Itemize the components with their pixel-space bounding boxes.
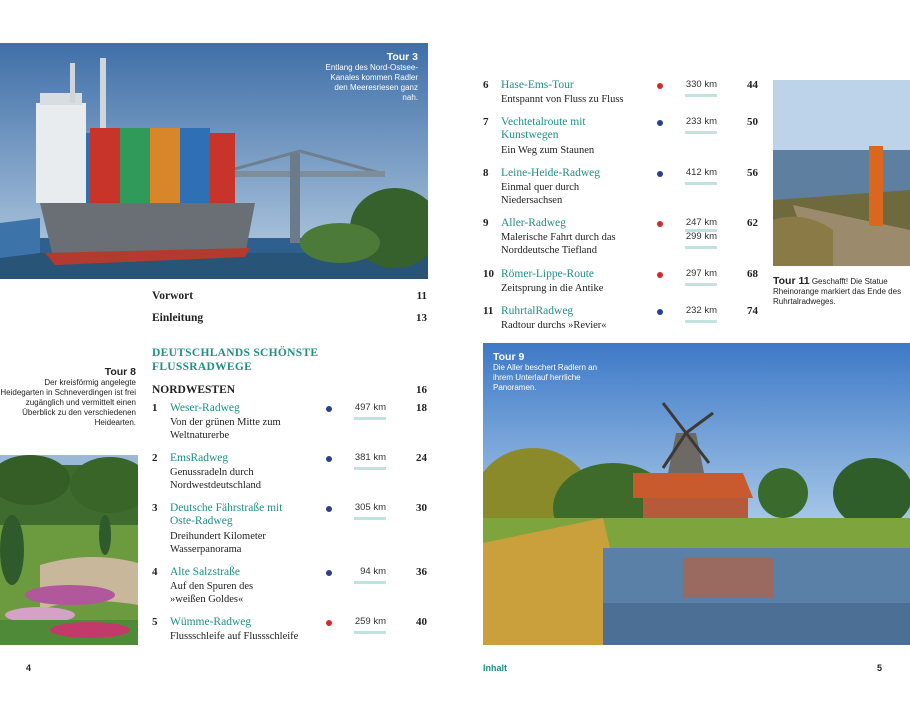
- route-distance: 247 km: [685, 217, 717, 228]
- route-distance: 412 km: [685, 167, 717, 178]
- route-subtitle: Dreihundert Kilometer Wasserpanorama: [170, 531, 266, 555]
- route-distance-bar: [685, 246, 717, 249]
- route-title[interactable]: Deutsche Fährstraße mit Oste-Radweg: [170, 502, 283, 527]
- route-number: 6: [483, 79, 489, 91]
- route-distance: 259 km: [354, 616, 386, 627]
- toc-route-6[interactable]: [483, 79, 759, 109]
- region-label: NORDWESTEN: [152, 384, 236, 396]
- route-subtitle: Radtour durchs »Revier«: [501, 320, 607, 331]
- route-subtitle: Zeitsprung in die Antike: [501, 283, 604, 294]
- route-difficulty-dot: [657, 221, 663, 227]
- route-number: 10: [483, 268, 494, 280]
- route-distance: 497 km: [354, 402, 386, 413]
- route-distance-bar: [354, 467, 386, 470]
- route-title[interactable]: Wümme-Radweg: [170, 616, 252, 628]
- region-page: 16: [416, 384, 427, 396]
- route-difficulty-dot: [657, 309, 663, 315]
- route-title[interactable]: EmsRadweg: [170, 452, 229, 464]
- route-difficulty-dot: [326, 406, 332, 412]
- caption-title: Tour 3: [386, 51, 418, 63]
- route-distance-bar: [685, 283, 717, 286]
- route-subtitle: Auf den Spuren des »weißen Goldes«: [170, 581, 254, 605]
- toc-route-8[interactable]: [483, 167, 759, 211]
- photo-heidegarten: [0, 455, 138, 645]
- route-title[interactable]: RuhrtalRadweg: [501, 305, 574, 317]
- route-subtitle: Entspannt von Fluss zu Fluss: [501, 94, 624, 105]
- route-number: 3: [152, 502, 158, 514]
- page-number-left: 4: [26, 663, 32, 673]
- toc-label: Einleitung: [152, 312, 204, 324]
- toc-page: 13: [416, 312, 427, 324]
- route-difficulty-dot: [326, 620, 332, 626]
- route-subtitle: Flussschleife auf Flussschleife: [170, 631, 299, 642]
- route-page: 30: [416, 502, 427, 514]
- route-title[interactable]: Aller-Radweg: [501, 217, 566, 229]
- route-difficulty-dot: [326, 506, 332, 512]
- route-difficulty-dot: [326, 570, 332, 576]
- route-distance-bar: [354, 517, 386, 520]
- route-page: 62: [747, 217, 758, 229]
- route-title[interactable]: Hase-Ems-Tour: [501, 79, 574, 91]
- caption-title: Tour 9: [493, 351, 525, 363]
- route-title[interactable]: Alte Salzstraße: [170, 566, 240, 578]
- route-number: 7: [483, 116, 489, 128]
- toc-route-3[interactable]: [152, 502, 428, 557]
- route-page: 74: [747, 305, 758, 317]
- toc-vorwort[interactable]: [152, 290, 428, 302]
- route-distance-bar: [354, 417, 386, 420]
- toc-route-2[interactable]: [152, 452, 428, 492]
- page-number-right: 5: [877, 663, 883, 673]
- toc-route-5[interactable]: [152, 616, 428, 646]
- section-heading: DEUTSCHLANDS SCHÖNSTE FLUSSRADWEGE: [152, 347, 319, 373]
- route-distance-bar: [354, 581, 386, 584]
- route-subtitle: Einmal quer durch Niedersachsen: [501, 182, 580, 206]
- route-page: 50: [747, 116, 758, 128]
- photo-rheinorange: [773, 80, 910, 266]
- caption-text: Der kreisförmig angelegte Heidegarten in Schneverdingen ist frei zugänglich und vermittelt einen Überblick zu den verschiedenen Heidearten.: [0, 378, 136, 427]
- route-title[interactable]: Vechtetalroute mit Kunstwegen: [501, 116, 586, 141]
- route-distance: 381 km: [354, 452, 386, 463]
- caption-tour-9: [493, 351, 603, 393]
- route-distance: 330 km: [685, 79, 717, 90]
- toc-einleitung[interactable]: [152, 312, 428, 324]
- toc-route-1[interactable]: [152, 402, 428, 442]
- route-page: 18: [416, 402, 427, 414]
- caption-text: Die Aller beschert Radlern an ihrem Unterlauf herrliche Panoramen.: [493, 363, 598, 392]
- route-number: 11: [483, 305, 494, 317]
- toc-route-7[interactable]: [483, 116, 759, 160]
- footer-label: Inhalt: [483, 663, 507, 673]
- route-distance: 297 km: [685, 268, 717, 279]
- route-page: 44: [747, 79, 758, 91]
- caption-title: Tour 8: [104, 366, 136, 378]
- route-page: 56: [747, 167, 758, 179]
- route-number: 1: [152, 402, 158, 414]
- toc-route-9[interactable]: [483, 217, 759, 261]
- toc-region-nordwesten[interactable]: [152, 384, 428, 396]
- route-page: 40: [416, 616, 427, 628]
- caption-text: Geschafft! Die Statue Rheinorange markiert das Ende des Ruhrtalradweges.: [773, 277, 902, 306]
- route-distance: 233 km: [685, 116, 717, 127]
- route-subtitle: Malerische Fahrt durch das Norddeutsche Tiefland: [501, 232, 616, 256]
- route-distance: 305 km: [354, 502, 386, 513]
- route-difficulty-dot: [657, 171, 663, 177]
- route-difficulty-dot: [657, 83, 663, 89]
- route-title[interactable]: Leine-Heide-Radweg: [501, 167, 600, 179]
- toc-label: Vorwort: [152, 290, 194, 302]
- route-distance-bar: [685, 131, 717, 134]
- route-number: 9: [483, 217, 489, 229]
- caption-text: Entlang des Nord-Ostsee-Kanales kommen Radler den Meeresriesen ganz nah.: [325, 63, 418, 102]
- caption-tour-11: [773, 276, 909, 307]
- route-distance-bar: [354, 631, 386, 634]
- route-distance-alt: 299 km: [685, 231, 717, 242]
- route-distance-bar: [685, 94, 717, 97]
- route-subtitle: Ein Weg zum Staunen: [501, 145, 595, 156]
- route-distance-bar: [685, 182, 717, 185]
- route-subtitle: Genussradeln durch Nordwestdeutschland: [170, 467, 261, 491]
- route-page: 36: [416, 566, 427, 578]
- route-difficulty-dot: [657, 120, 663, 126]
- toc-route-11[interactable]: [483, 305, 759, 335]
- route-distance: 232 km: [685, 305, 717, 316]
- caption-title: Tour 11: [773, 275, 810, 287]
- route-page: 24: [416, 452, 427, 464]
- toc-page: 11: [416, 290, 427, 302]
- toc-route-4[interactable]: [152, 566, 428, 606]
- route-number: 2: [152, 452, 158, 464]
- route-distance: 94 km: [360, 566, 386, 577]
- route-page: 68: [747, 268, 758, 280]
- route-title[interactable]: Weser-Radweg: [170, 402, 240, 414]
- route-number: 8: [483, 167, 489, 179]
- route-distance-bar: [685, 320, 717, 323]
- caption-tour-8: [0, 366, 136, 428]
- toc-route-10[interactable]: [483, 268, 759, 298]
- route-subtitle: Von der grünen Mitte zum Weltnaturerbe: [170, 417, 281, 441]
- caption-tour-3: [318, 51, 418, 103]
- route-number: 4: [152, 566, 158, 578]
- route-title[interactable]: Römer-Lippe-Route: [501, 268, 595, 280]
- route-number: 5: [152, 616, 158, 628]
- route-difficulty-dot: [326, 456, 332, 462]
- route-difficulty-dot: [657, 272, 663, 278]
